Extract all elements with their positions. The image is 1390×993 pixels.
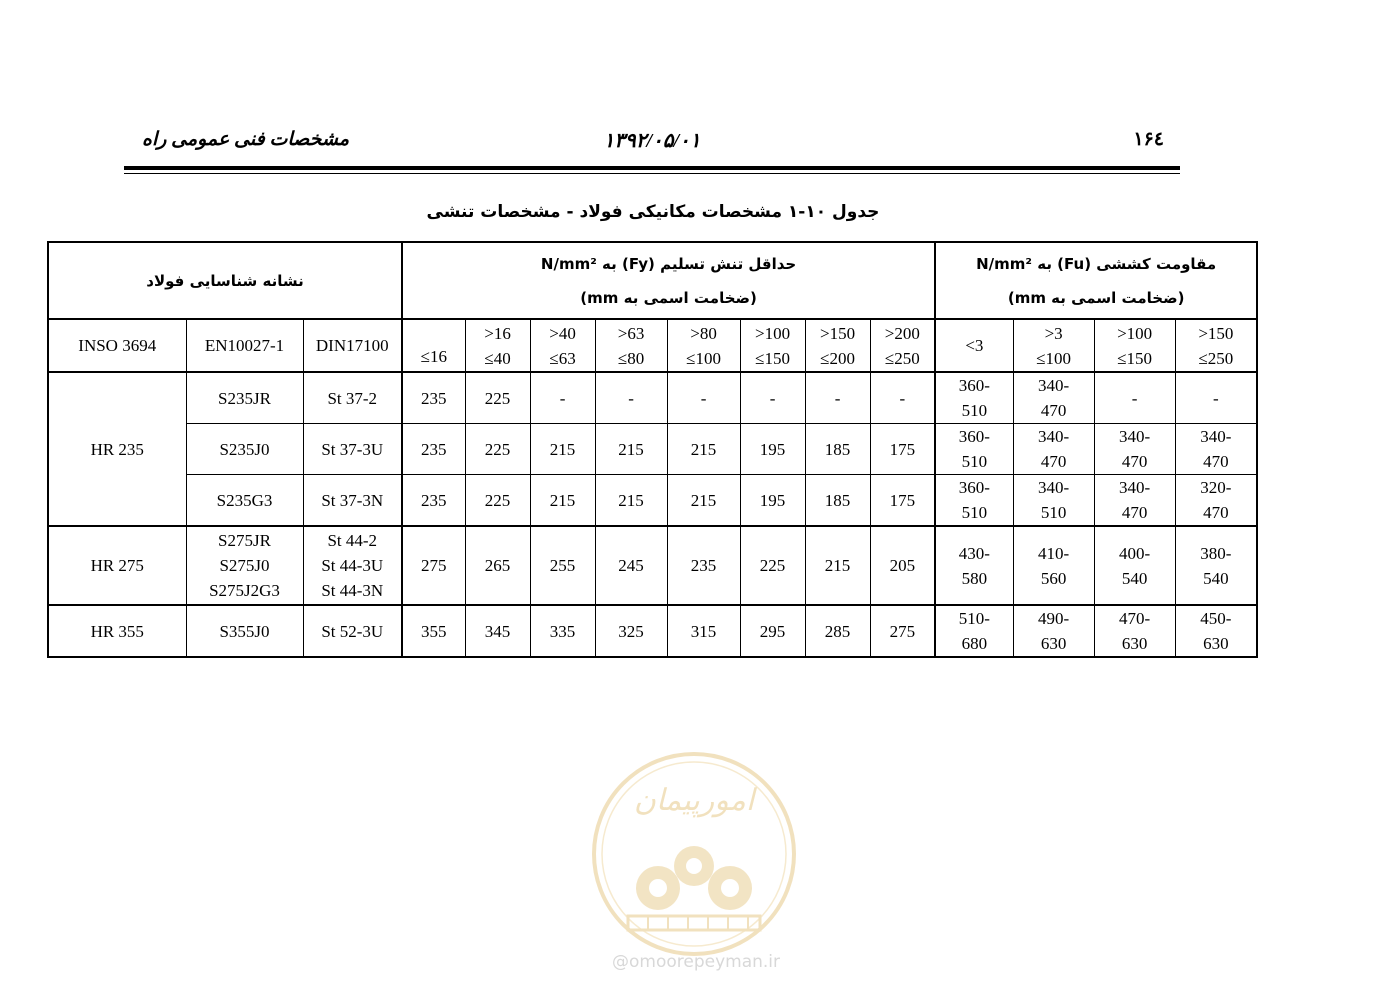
tensile-value-line2: 470	[1203, 452, 1229, 471]
tensile-value-cell	[1175, 475, 1257, 527]
tensile-value-cell	[1094, 526, 1175, 605]
yield-col-header-line2: ≤200	[820, 348, 855, 368]
document-title: مشخصات فنی عمومی راه	[142, 129, 350, 150]
tensile-col-header-line1: <3	[965, 336, 984, 355]
tensile-value-cell	[1175, 526, 1257, 605]
tensile-value-line2: 510	[1040, 503, 1067, 522]
tensile-value-line2: 630	[1203, 634, 1229, 653]
yield-col-header-line1: >150	[819, 323, 856, 343]
tensile-value-line2: 470	[1203, 503, 1229, 522]
watermark-logo-text: امورپیمان	[633, 783, 755, 818]
yield-col-header-line2: ≤250	[884, 348, 920, 368]
id-col-header: DIN17100	[303, 319, 402, 372]
yield-value-cell: 345	[465, 605, 530, 657]
document-date: ۱۳۹۲/۰۵/۰۱	[603, 130, 701, 152]
tensile-value-line1: 340-	[1038, 427, 1070, 446]
tensile-header-sub: (ضخامت اسمی به mm)	[1007, 288, 1185, 307]
yield-col-header	[465, 319, 530, 372]
tensile-value-cell	[1094, 424, 1175, 475]
yield-value-cell: -	[530, 372, 595, 424]
header-rule-thick	[124, 166, 1180, 170]
yield-col-header-line1: >40	[549, 323, 576, 343]
yield-value-cell: 275	[402, 526, 465, 605]
yield-col-header	[402, 319, 465, 372]
yield-value-cell: 215	[530, 424, 595, 475]
yield-value-cell: 325	[595, 605, 667, 657]
table-row	[48, 526, 1257, 605]
tensile-value-line1: 360-	[958, 427, 990, 446]
tensile-value-cell	[1013, 372, 1094, 424]
tensile-value-line2: 580	[961, 568, 988, 588]
din-grade-line: St 44-3U	[321, 556, 384, 575]
tensile-value-line1: 340-	[1038, 376, 1070, 395]
yield-col-header-line2: ≤100	[686, 348, 721, 368]
yield-value-cell: -	[870, 372, 935, 424]
inso-grade-cell: HR 275	[48, 526, 186, 605]
header-rule-thin	[124, 173, 1180, 174]
tensile-value-cell	[1013, 605, 1094, 657]
id-col-header: INSO 3694	[48, 319, 186, 372]
en-grade-cell: S235JR	[186, 372, 303, 424]
yield-col-header-line1: >80	[690, 323, 717, 343]
table-row	[48, 475, 1257, 527]
yield-value-cell: 265	[465, 526, 530, 605]
tensile-value-line1: 490-	[1038, 609, 1070, 628]
yield-header-label: حداقل تنش تسلیم (Fy) به N/mm²	[540, 254, 797, 273]
table-row	[48, 372, 1257, 424]
yield-value-cell: -	[595, 372, 667, 424]
yield-value-cell: 215	[667, 475, 740, 527]
yield-value-cell: 215	[805, 526, 870, 605]
din-grade-cell: St 37-3N	[303, 475, 402, 527]
tensile-value-cell	[935, 424, 1013, 475]
yield-value-cell: 235	[402, 372, 465, 424]
din-grade-cell	[303, 526, 402, 605]
en-grade-line: S275J2G3	[209, 581, 280, 600]
yield-col-header	[805, 319, 870, 372]
en-grade-cell: S355J0	[186, 605, 303, 657]
yield-value-cell: 215	[667, 424, 740, 475]
en-grade-line: S275JR	[218, 531, 271, 550]
tensile-header	[935, 242, 1257, 319]
yield-value-cell: 185	[805, 424, 870, 475]
en-grade-cell: S235G3	[186, 475, 303, 527]
inso-grade-cell: HR 355	[48, 605, 186, 657]
table-row	[48, 605, 1257, 657]
tensile-value-line1: 510-	[958, 609, 990, 628]
tensile-value-line2: 540	[1203, 568, 1229, 588]
yield-col-header-line1: >16	[484, 323, 511, 343]
tensile-col-header-line2: ≤250	[1198, 348, 1234, 368]
steel-id-header	[48, 242, 402, 319]
page-number: ۱۶٤	[1133, 129, 1164, 150]
tensile-value-cell	[1094, 605, 1175, 657]
watermark-url: @omoorepeyman.ir	[611, 952, 781, 972]
din-grade-line: St 44-2	[327, 531, 378, 550]
din-grade-cell: St 52-3U	[303, 605, 402, 657]
tensile-value-line2: 470	[1040, 401, 1067, 420]
tensile-col-header-line1: >3	[1044, 323, 1063, 343]
yield-col-header	[530, 319, 595, 372]
yield-value-cell: -	[667, 372, 740, 424]
tensile-value-line2: 630	[1040, 634, 1067, 653]
yield-value-cell: 195	[740, 475, 805, 527]
tensile-value-cell	[935, 475, 1013, 527]
tensile-value-line1: 360-	[958, 478, 990, 497]
tensile-value-line2: 510	[961, 452, 988, 471]
yield-col-header	[667, 319, 740, 372]
yield-value-cell: 355	[402, 605, 465, 657]
tensile-value-line1: 400-	[1119, 543, 1151, 563]
tensile-value-line2: 680	[961, 634, 988, 653]
table-row	[48, 424, 1257, 475]
tensile-value-cell	[1175, 605, 1257, 657]
tensile-value-line2: 470	[1121, 452, 1148, 471]
tensile-value-line1: 360-	[958, 376, 990, 395]
steel-id-header-label: نشانه شناسایی فولاد	[146, 271, 304, 290]
yield-value-cell: -	[805, 372, 870, 424]
yield-value-cell: 225	[465, 475, 530, 527]
yield-value-cell: 235	[667, 526, 740, 605]
yield-value-cell: 245	[595, 526, 667, 605]
tensile-value-line1: 340-	[1119, 427, 1151, 446]
tensile-value-line2: 540	[1121, 568, 1148, 588]
yield-header	[402, 242, 935, 319]
tensile-value-cell	[935, 372, 1013, 424]
yield-col-header	[740, 319, 805, 372]
tensile-value-line2: 510	[961, 503, 988, 522]
watermark-logo	[588, 748, 800, 960]
tensile-col-header-line1: >150	[1198, 323, 1234, 343]
tensile-value-cell	[1094, 475, 1175, 527]
yield-value-cell: 315	[667, 605, 740, 657]
tensile-header-label: مقاومت کششی (Fu) به N/mm²	[976, 254, 1217, 273]
tensile-value-cell	[1013, 526, 1094, 605]
yield-col-header-line2: ≤150	[755, 348, 790, 368]
yield-col-header	[595, 319, 667, 372]
steel-properties-table	[47, 241, 1258, 658]
tensile-value-line2: 470	[1121, 503, 1148, 522]
column-header-row	[48, 319, 1257, 372]
tensile-col-header-line2: ≤100	[1036, 348, 1072, 368]
en-grade-cell	[186, 526, 303, 605]
yield-value-cell: 275	[870, 605, 935, 657]
tensile-value-line1: 380-	[1200, 543, 1232, 563]
din-grade-cell: St 37-3U	[303, 424, 402, 475]
tensile-value-cell	[1175, 424, 1257, 475]
table-caption: جدول ۱۰-۱ مشخصات مکانیکی فولاد - مشخصات تنشی	[426, 202, 880, 222]
tensile-value-cell	[935, 526, 1013, 605]
yield-value-cell: -	[740, 372, 805, 424]
tensile-value-line1: 320-	[1200, 478, 1232, 497]
din-grade-cell: St 37-2	[303, 372, 402, 424]
yield-header-sub: (ضخامت اسمی به mm)	[580, 288, 757, 307]
yield-value-cell: 175	[870, 424, 935, 475]
tensile-value-line1: 470-	[1119, 609, 1151, 628]
id-col-header: EN10027-1	[186, 319, 303, 372]
yield-col-header	[870, 319, 935, 372]
yield-value-cell: 225	[740, 526, 805, 605]
tensile-value-line2: 470	[1040, 452, 1067, 471]
tensile-col-header	[935, 319, 1013, 372]
yield-value-cell: 185	[805, 475, 870, 527]
din-grade-line: St 44-3N	[321, 581, 384, 600]
yield-col-header-line2: ≤40	[484, 348, 511, 368]
yield-value-cell: 215	[595, 424, 667, 475]
yield-value-cell: 195	[740, 424, 805, 475]
tensile-value-line1: 340-	[1038, 478, 1070, 497]
yield-value-cell: 225	[465, 424, 530, 475]
tensile-value-line2: 560	[1040, 568, 1067, 588]
yield-col-header-line1: >63	[617, 323, 645, 343]
tensile-value-cell: -	[1175, 372, 1257, 424]
inso-grade-cell: HR 235	[48, 372, 186, 526]
en-grade-line: S275J0	[219, 556, 270, 575]
yield-value-cell: 215	[530, 475, 595, 527]
en-grade-cell: S235J0	[186, 424, 303, 475]
tensile-value-line1: 340-	[1119, 478, 1151, 497]
tensile-col-header	[1013, 319, 1094, 372]
yield-value-cell: 295	[740, 605, 805, 657]
yield-value-cell: 225	[465, 372, 530, 424]
tensile-value-cell	[1013, 475, 1094, 527]
yield-value-cell: 235	[402, 475, 465, 527]
tensile-value-line2: 510	[961, 401, 988, 420]
tensile-col-header	[1094, 319, 1175, 372]
yield-value-cell: 175	[870, 475, 935, 527]
yield-col-header-line1: >200	[884, 323, 920, 343]
tensile-value-cell: -	[1094, 372, 1175, 424]
page-header	[124, 126, 1180, 156]
tensile-col-header	[1175, 319, 1257, 372]
yield-col-header-line1: >100	[754, 323, 791, 343]
yield-value-cell: 215	[595, 475, 667, 527]
tensile-value-cell	[1013, 424, 1094, 475]
yield-value-cell: 255	[530, 526, 595, 605]
yield-value-cell: 285	[805, 605, 870, 657]
tensile-value-cell	[935, 605, 1013, 657]
yield-col-header-line2: ≤80	[617, 348, 645, 368]
yield-col-header-line2: ≤63	[549, 348, 576, 368]
tensile-value-line2: 630	[1121, 634, 1148, 653]
tensile-value-line1: 450-	[1200, 609, 1232, 628]
yield-value-cell: 205	[870, 526, 935, 605]
tensile-value-line1: 340-	[1200, 427, 1232, 446]
tensile-col-header-line1: >100	[1117, 323, 1153, 343]
yield-value-cell: 235	[402, 424, 465, 475]
yield-col-header-line2: ≤16	[420, 347, 447, 366]
tensile-value-line1: 430-	[958, 543, 990, 563]
tensile-value-line1: 410-	[1038, 543, 1070, 563]
tensile-col-header-line2: ≤150	[1117, 348, 1153, 368]
yield-value-cell: 335	[530, 605, 595, 657]
